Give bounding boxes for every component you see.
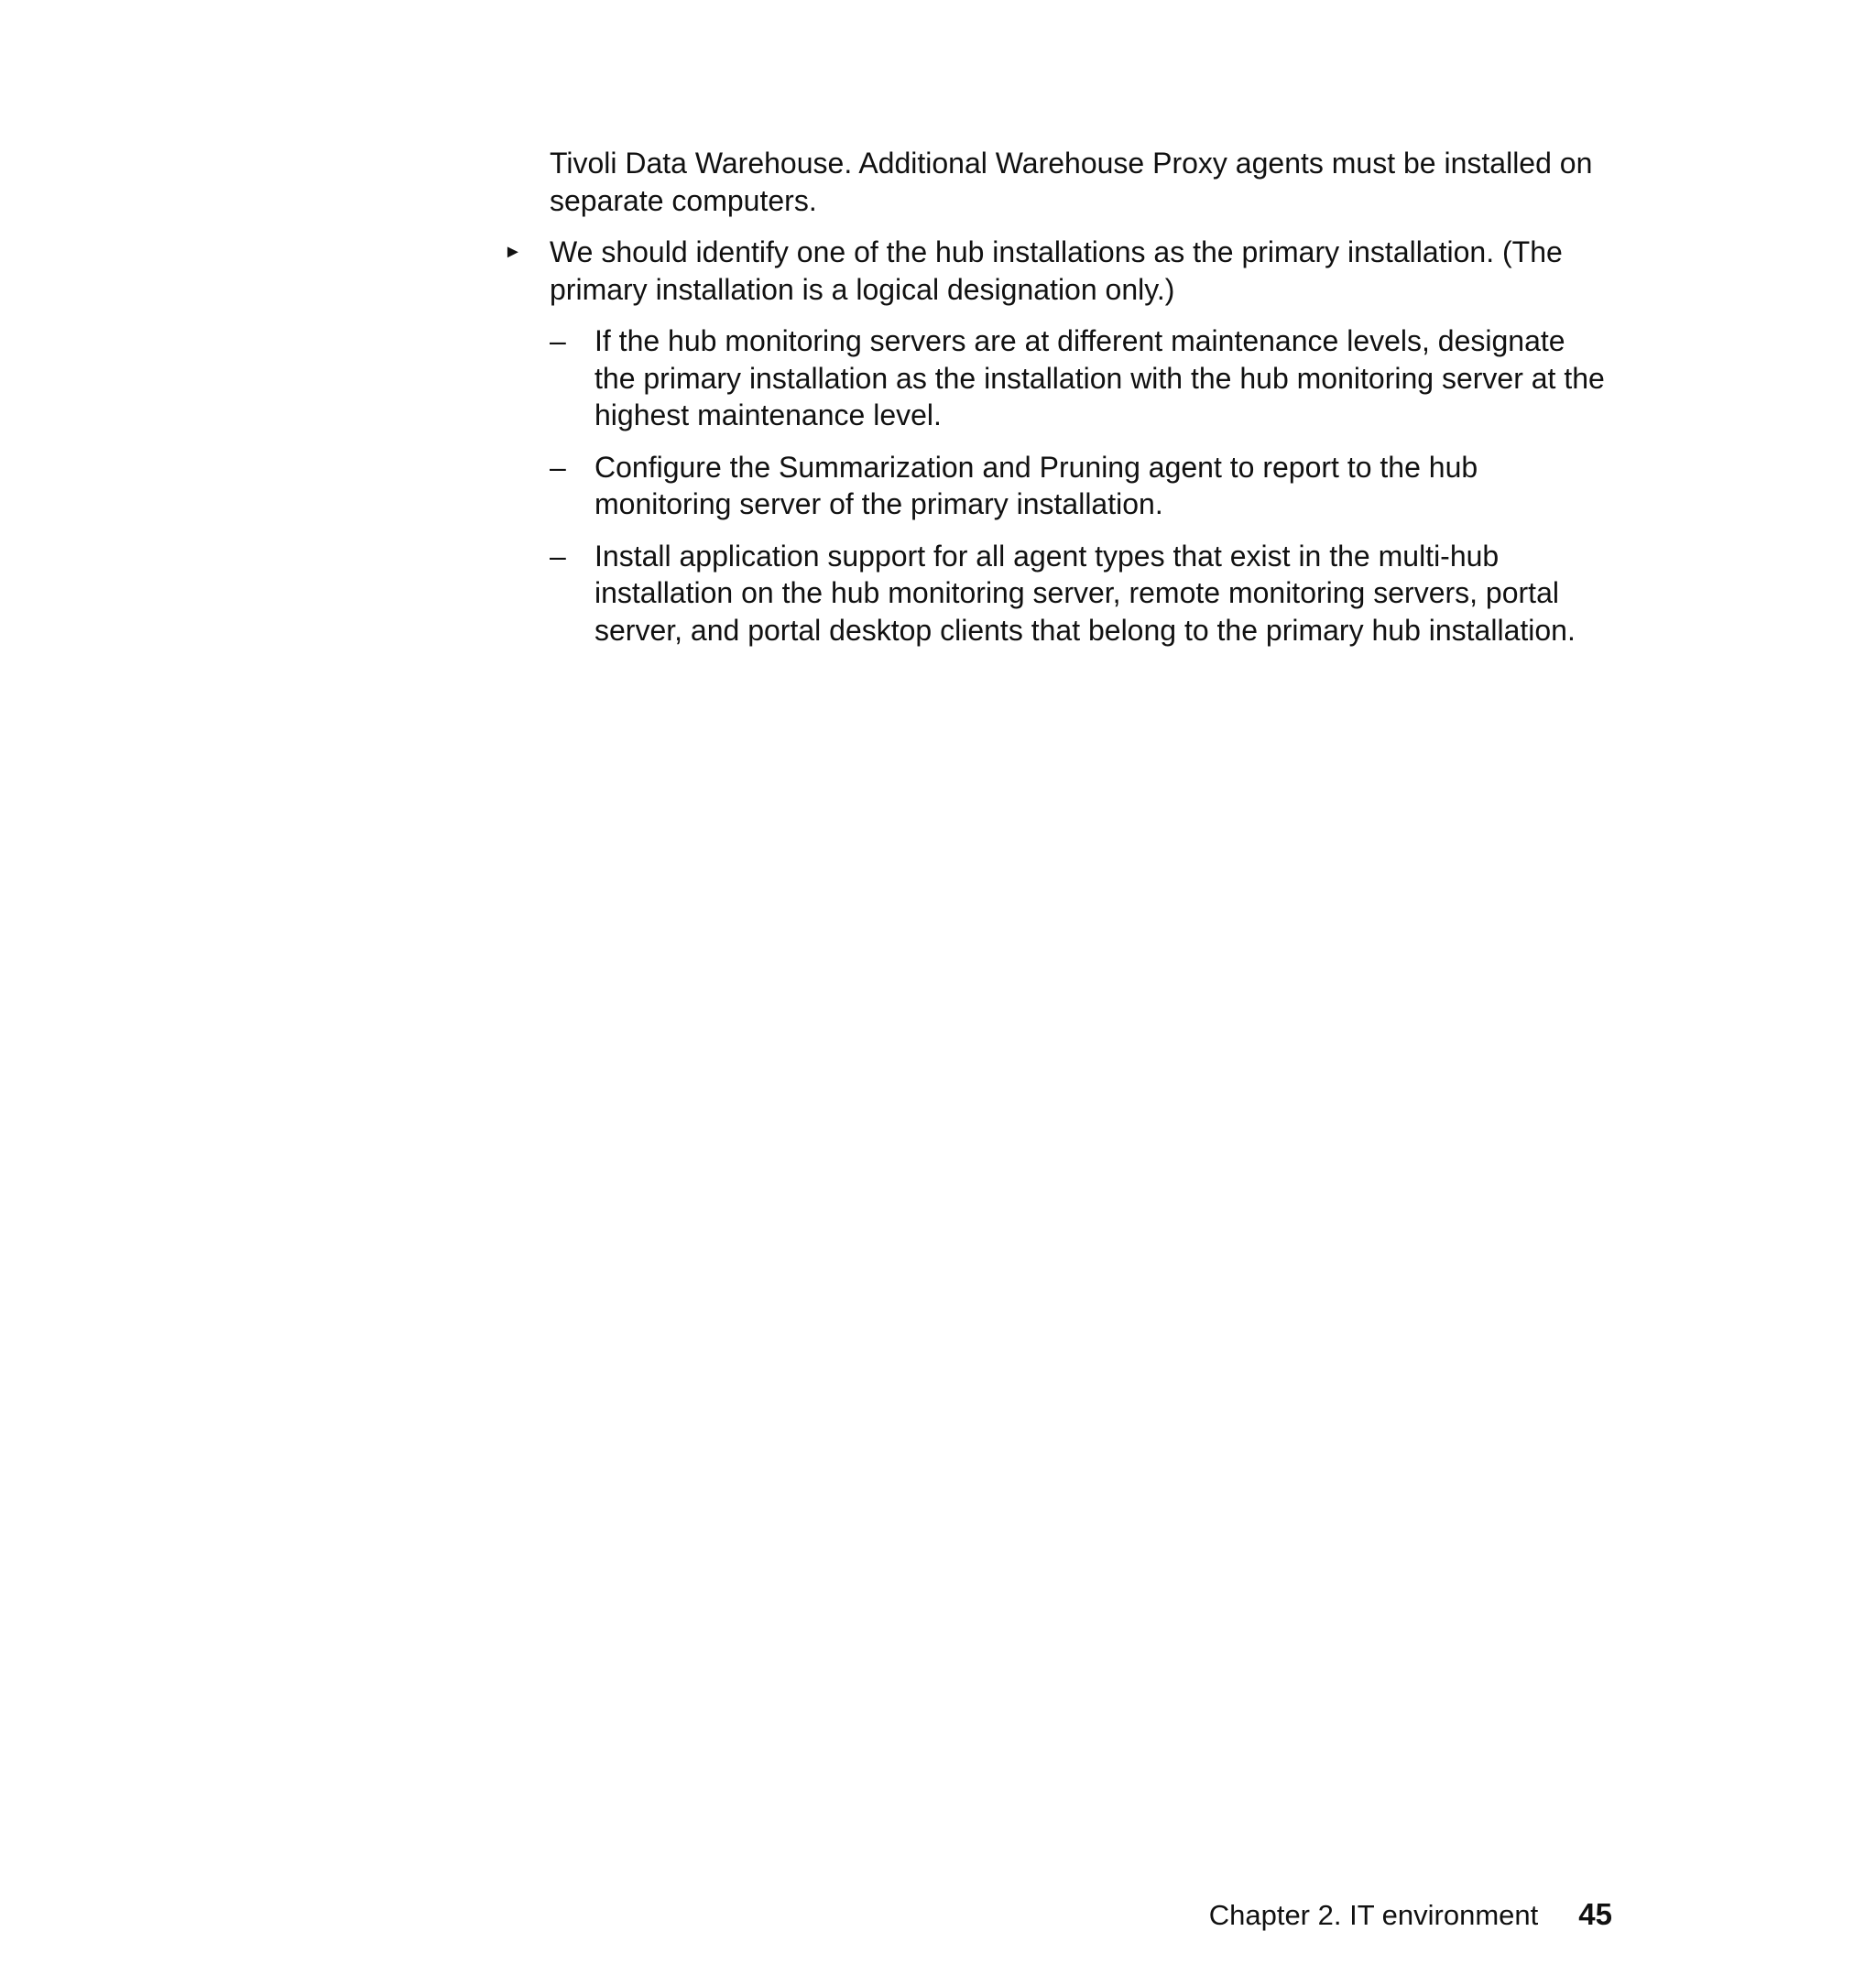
sub-bullet-text: Configure the Summarization and Pruning agent to report to the hub monitoring server of the primary installation. (594, 450, 1478, 520)
dash-marker: – (550, 450, 566, 484)
bullet-item-primary-installation (504, 234, 1612, 308)
sub-bullet-item-summarization-agent (550, 449, 1612, 523)
dash-marker: – (550, 539, 566, 573)
dash-marker: – (550, 324, 566, 357)
sub-bullet-text: Install application support for all agent types that exist in the multi-hub installation on the hub monitoring server, remote monitoring servers, portal server, and portal desktop clients that belong to the primary hub installation. (594, 539, 1576, 647)
page-number: 45 (1578, 1897, 1612, 1931)
sub-bullet-list (550, 322, 1612, 649)
bullet-text: We should identify one of the hub installations as the primary installation. (The primary installation is a logical designation only.) (550, 235, 1563, 306)
triangle-bullet-icon: ► (504, 242, 522, 262)
sub-bullet-text: If the hub monitoring servers are at different maintenance levels, designate the primary installation as the installation with the hub monitoring server at the highest maintenance level. (594, 324, 1605, 431)
sub-bullet-item-application-support (550, 538, 1612, 649)
intro-paragraph: Tivoli Data Warehouse. Additional Warehouse Proxy agents must be installed on separate computers. (550, 147, 1593, 217)
sub-bullet-item-maintenance-levels (550, 322, 1612, 434)
page-content (504, 145, 1612, 663)
page-footer (916, 1896, 1612, 1934)
footer-chapter-title: Chapter 2. IT environment (1208, 1899, 1539, 1931)
